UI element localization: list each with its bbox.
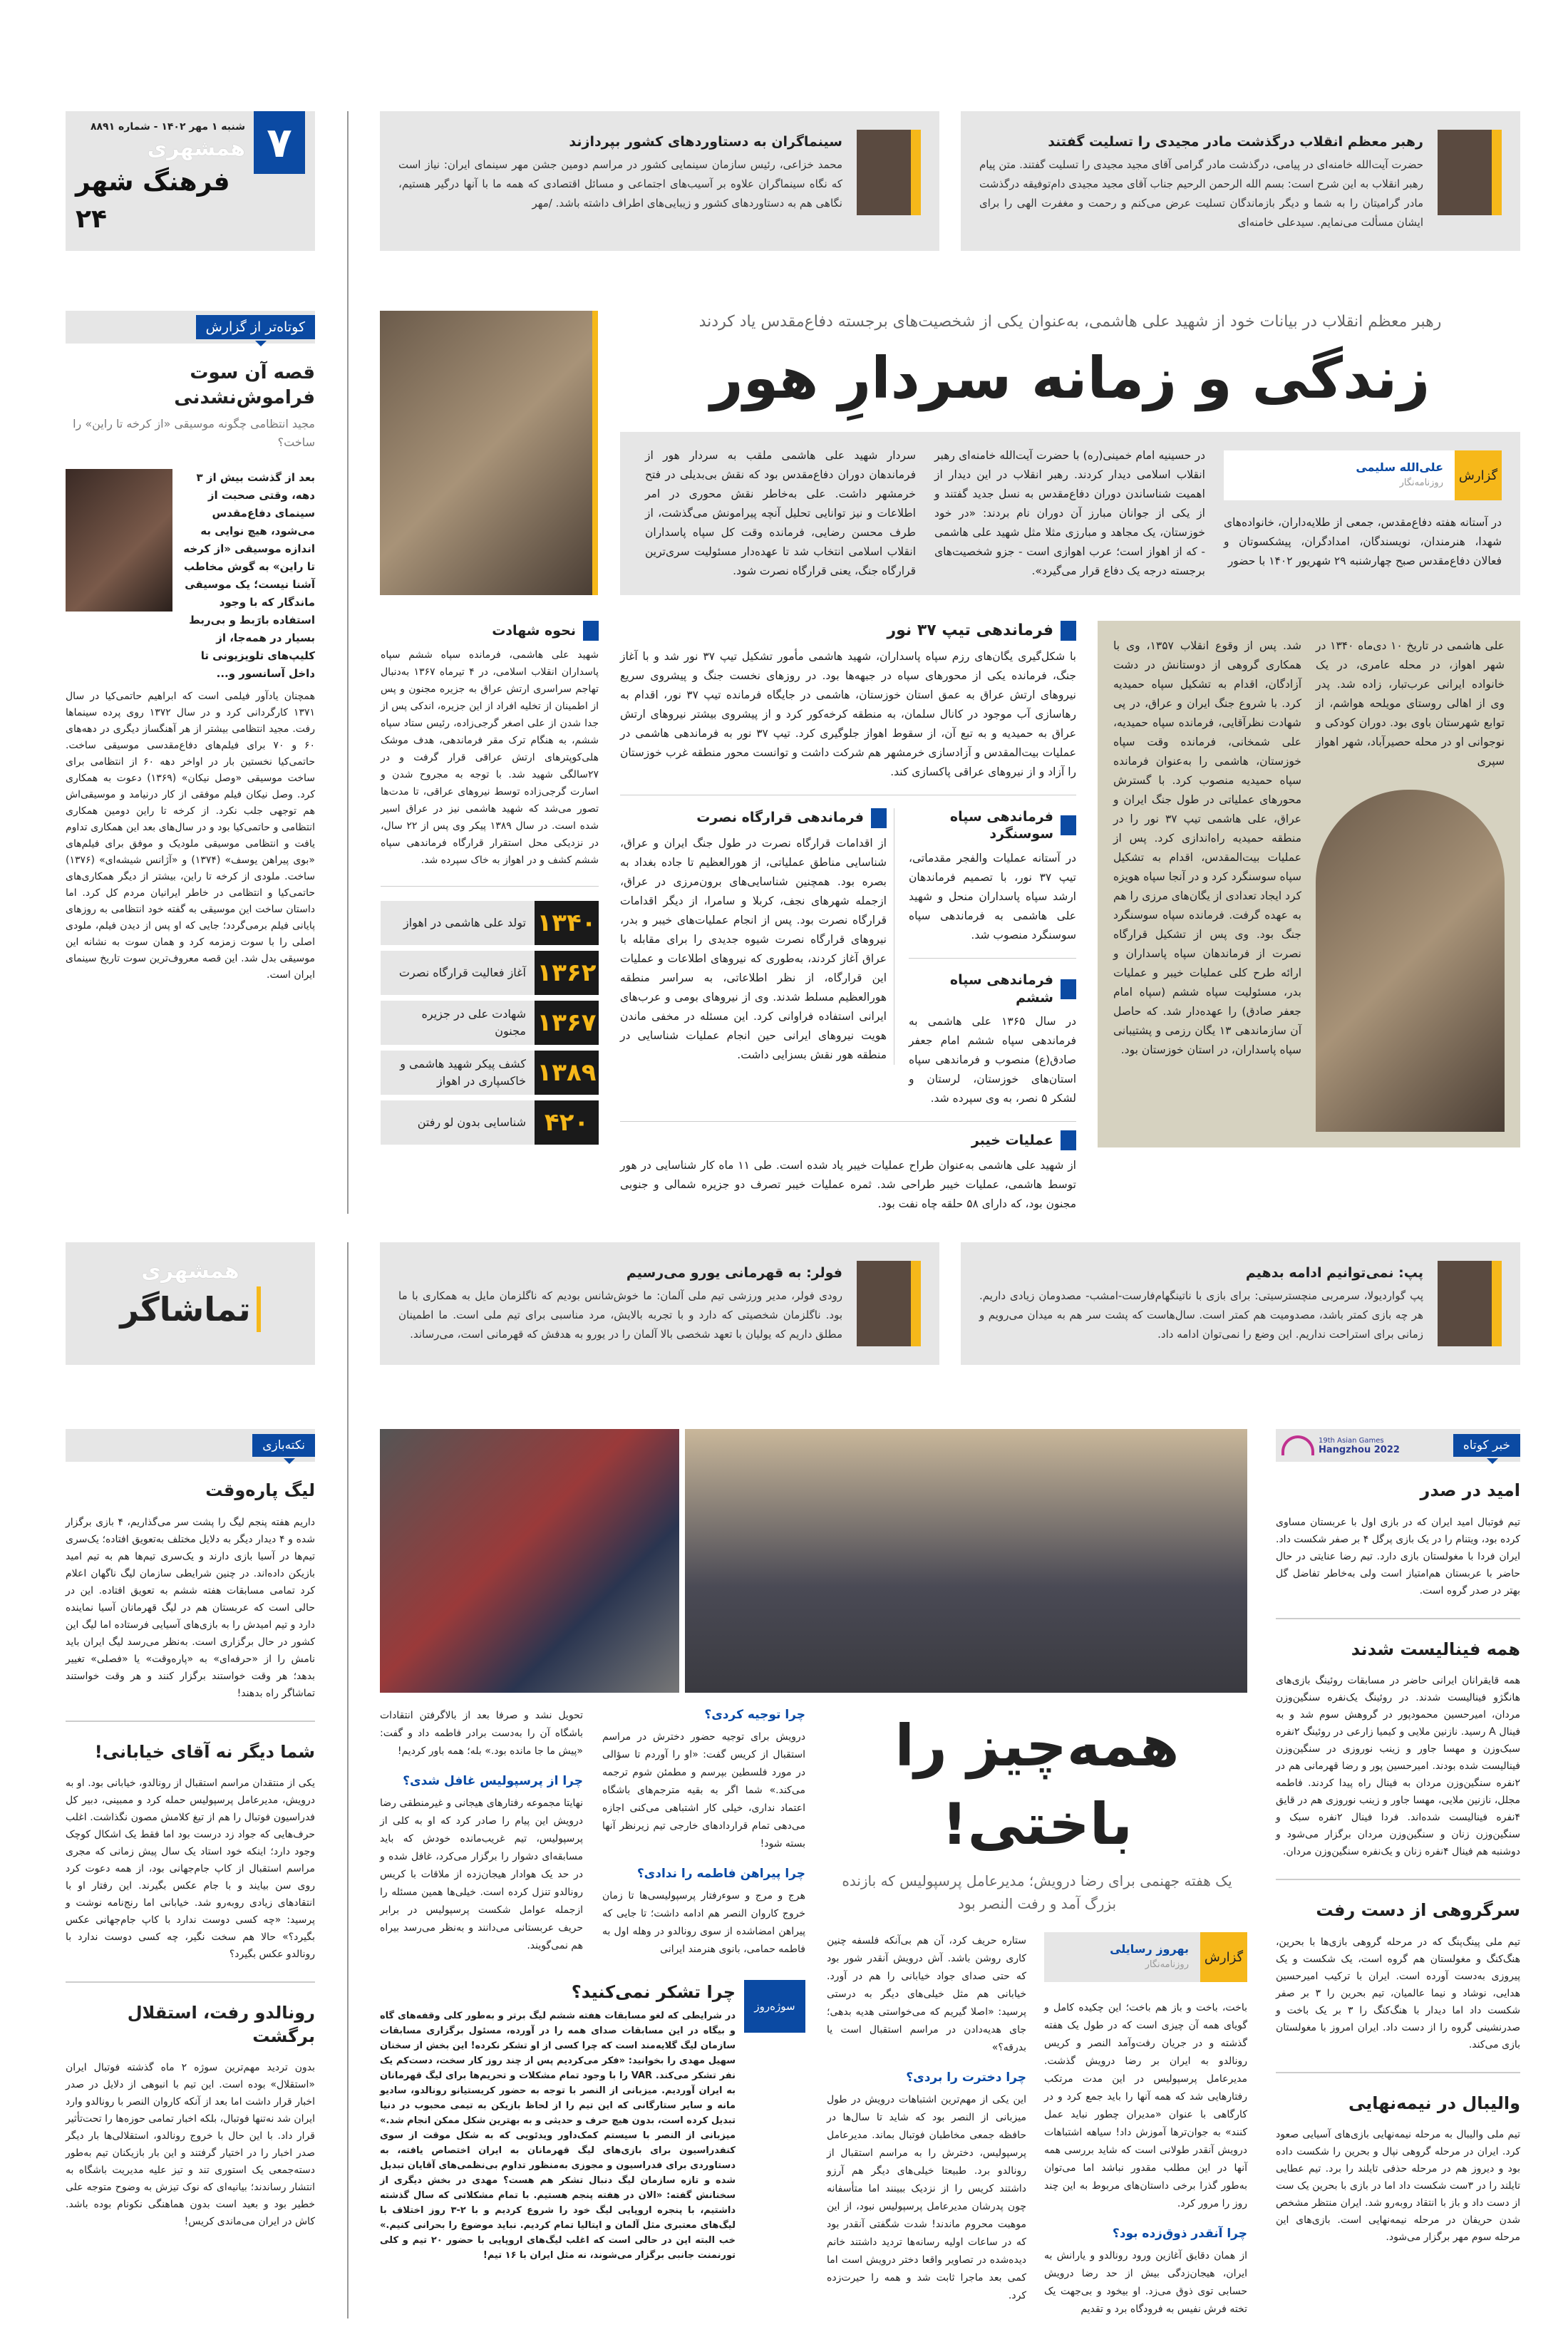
- logo-top: همشهری: [141, 1259, 239, 1284]
- side-lead: بعد از گذشت بیش از ۳ دهه، وقتی صحبت از سینمای دفاع‌مقدس می‌شود، هیچ نوایی به اندازه موسیقی «از کرخه تا راین» به گوش مخاطب آشنا نیست؛ یک موسیقی ماندگار که با وجود استفاده بارَبط و بی‌ربط بسیار در همه‌جا، از کلیپ‌های تلویزیونی تا داخل آسانسور و...: [183, 471, 315, 681]
- hangzhou-logo: [1281, 1435, 1400, 1455]
- author-role: روزنامه‌نگار: [1145, 1959, 1189, 1971]
- lead-photo: [380, 311, 598, 595]
- section-title: فرماندهی تیپ ۳۷ نور: [620, 621, 1076, 641]
- timeline: [381, 886, 599, 1145]
- sport-col-4: [380, 1707, 583, 1955]
- section-nosrat: [620, 808, 894, 1065]
- column-divider: [315, 1242, 380, 1365]
- article-text: هرج و مرج و سوءرفتار پرسپولیسی‌ها تا زمان خروج کاروان النصر هم ادامه داشت؛ تا جایی که پیراهن امضاشده از سوی رونالدو در وهله اول به فاطمه حمامی، بانوی هنرمند ایرانی: [602, 1889, 805, 1955]
- lead-headline: زندگی و زمانه سردارِ هور: [710, 345, 1430, 411]
- portrait-photo: [1316, 790, 1505, 1132]
- author-name: بهروز رسایلی: [1110, 1942, 1189, 1956]
- article-question: چرا توجیه کردی؟: [704, 1708, 805, 1723]
- timeline-row: [381, 951, 599, 995]
- section-title: فرماندهی قرارگاه نصرت: [620, 808, 887, 828]
- timeline-label: شهادت علی در جزیره مجنون: [381, 1001, 535, 1045]
- sport-subtitle: یک هفته جهنمی برای رضا درویش؛ مدیرعامل پرسپولیس که بازنده بزرگ آمد و رفت النصر بود: [842, 1872, 1232, 1913]
- section-body: از اقدامات قرارگاه نصرت در طول جنگ ایران و عراق، شناسایی مناطق عملیاتی، از هورالعظیم تا جاده بغداد به بصره بود. همچنین شناسایی‌های برون‌مرزی در عراق، ازجمله شهرهای نجف، کربلا و سامرا، از دیگر اقدامات قرارگاه نصرت بود. پس از انجام عملیات‌های خیبر و بدر، نیروهای قرارگاه نصرت شیوه جدیدی را برای مقابله با عراق آغاز کردند، به‌طوری که نیروهای اطلاعات و عملیات این قرارگاه، از نظر اطلاعاتی، به سراسر منطقه هورالعظیم مسلط شدند. وی از نیروهای بومی و عرب‌های ایرانی استفاده فراوانی کرد. این مسئله در مخفی ماندن هویت نیروهای ایرانی حین انجام عملیات شناسایی در منطقه هور نقش بسزایی داشت.: [620, 836, 887, 1061]
- timeline-label: آغاز فعالیت قرارگاه نصرت: [381, 951, 535, 995]
- timeline-year: ۱۳۶۲: [535, 951, 599, 995]
- author-role: روزنامه‌نگار: [1399, 478, 1443, 488]
- article-text: درویش برای توجیه حضور دخترش در مراسم استقبال از کریس گفت: «او را آوردم تا سؤالی در مورد فلسطین بپرسم و مطمئن شوم ترجمه می‌کند.» شما اگر به بقیه مترجم‌های باشگاه اعتماد نداری، خیلی کار اشتباهی می‌کنی اجازه می‌دهی تمام قراردادهای خارجی تیم زیرنظر آنها بسته شود!: [602, 1731, 805, 1850]
- column-title: رونالدو رفت، استقلال برگشت: [127, 2003, 315, 2046]
- brief-title: رهبر معظم انقلاب درگذشت مادر مجیدی را تسلیت گفتند: [1048, 134, 1423, 150]
- article-text: نهایتا مجموعه رفتارهای هیجانی و غیرمنطقی رضا درویش این پیام را صادر کرد که او به کلی از پرسپولیس، تیم غریب‌مانده خودش که باید مسابقه‌ای دشوار را برگزار می‌کرد، غافل شده و در حد یک هوادار هیجان‌زده از ملاقات با کریس رونالدو تنزل کرده است. خیلی‌ها همین مسئله را ازجمله عوامل شکست پرسپولیس در برابر حریف عربستانی می‌دانند و به‌نظر می‌رسد بیراه هم نمی‌گویند.: [380, 1797, 583, 1952]
- lead-kicker: رهبر معظم انقلاب در بیانات خود از شهید علی هاشمی، به‌عنوان یکی از شخصیت‌های برجسته دفاع‌مقدس یاد کردند: [698, 313, 1442, 331]
- timeline-row: [381, 1051, 599, 1095]
- article-question: چرا آنقدر ذوق‌زده بود؟: [1112, 2227, 1247, 2242]
- article-question: چرا از پرسپولیس غافل شدی؟: [403, 1774, 583, 1789]
- intro-text: در آستانه هفته دفاع‌مقدس، جمعی از طلایه‌داران، خانواده‌های شهدا، هنرمندان، نویسندگان، امدادگران، پیشکسوتان و فعالان دفاع‌مقدس صبح چهارشنبه ۲۹ شهریور ۱۴۰۲ با حضور: [1224, 516, 1502, 567]
- section-tag: خبر کوتاه: [1453, 1434, 1520, 1457]
- article-text: باخت، باخت و باز هم باخت؛ این چکیده کامل و گویای همه آن چیزی است که در طول یک هفته گذشته و در جریان رفت‌وآمد النصر و کریس رونالدو به ایران بر رضا درویش گذشت. مدیرعامل پرسپولیس در این مدت مرتکب رفتارهایی شد که همه آنها را باید جمع کرد و در کارگاهی با عنوان «مدیران چطور نباید عمل کنند» به جوان‌ترها آموزش داد! سیاهه اشتباهات درویش آنقدر طولانی است که شاید بررسی همه آنها در این مطلب مقدور نباشد اما می‌توان به‌طور گذرا برخی داستان‌های مربوط به این چند روز را مرور کرد.: [1044, 2002, 1247, 2210]
- column-divider: [315, 251, 380, 1214]
- column-title: شما دیگر نه آقای خیابانی!: [94, 1741, 315, 1762]
- timeline-label: شناسایی بدون لو رفتن: [381, 1100, 535, 1145]
- bio-panel: [1098, 621, 1520, 1147]
- sport-photo-group: [685, 1429, 1247, 1693]
- section-martyrdom: [381, 621, 599, 869]
- logo-line1: 19th Asian Games: [1319, 1436, 1384, 1445]
- column-body: داریم هفته پنجم لیگ را پشت سر می‌گذاریم، ۴ بازی برگزار شده و ۴ دیدار دیگر به دلایل مختلف به‌تعویق افتاده؛ یک‌سری تیم‌ها در آسیا بازی دارند و یک‌سری تیم‌ها هم به تیم امید بازیکن داده‌اند. در چنین شرایطی سازمان لیگ ناگهان اعلام کرد تمامی مسابقات هفته ششم به تعویق افتاده. این در حالی است که عربستان هم در لیگ قهرمانان آسیا نماینده دارد و تیم امیدش را به بازی‌های آسیایی فرستاده اما لیگ این کشور در حال برگزاری است. به‌نظر می‌رسد لیگ ایران باید نامش را از «حرفه‌ای» به «پاره‌وقت» یا «فصلی» تغییر بدهد؛ هر وقت خواستند برگزار کنند و هر وقت خواستند تماشاگر راه بدهند!: [66, 1516, 315, 1699]
- timeline-year: ۴۲۰: [535, 1100, 599, 1145]
- page-number: ۷: [254, 111, 305, 174]
- top-strip: [66, 111, 1520, 251]
- article-question: چرا دخترت را بردی؟: [906, 2070, 1026, 2085]
- sport-col-1: [1044, 1932, 1247, 2318]
- report-label: گزارش: [1200, 1932, 1247, 1982]
- section-title: فرماندهی سپاه ششم: [909, 971, 1076, 1006]
- timeline-year: ۱۳۸۹: [535, 1051, 599, 1095]
- section-logo: فرهنگ شهر ۲۴: [76, 167, 230, 234]
- logo-name: تماشاگر: [120, 1286, 260, 1332]
- story-of-day: [380, 1980, 805, 2263]
- author-name: علی‌الله سلیمی: [1356, 460, 1443, 474]
- news-body: تیم ملی پینگ‌پنگ که در مرحله گروهی بازی‌ها با بحرین، هنگ‌کنگ و مغولستان هم گروه است، یک شکست و یک پیروزی به‌دست آورده است. ایران با ترکیب امیرحسین هدایی، نوشاد و نیما عالمیان، تیم بحرین را ۳ بر صفر شکست داد اما دیدار با هنگ‌کنگ را ۳ بر یک باخت و صدرنشینی گروه را از دست داد. ایران امروز با مغولستان بازی می‌کند.: [1276, 1936, 1520, 2051]
- section-body: با شکل‌گیری یگان‌های رزم سپاه پاسداران، شهید هاشمی مأمور تشکیل تیپ ۳۷ نور شد و با آغاز جنگ، فرمانده یکی از محورهای سپاه در جبهه‌ها بود. در روزهای نخست جنگ و پیشروی سریع نیروهای ارتش عراق به عمق استان خوزستان، هاشمی در جایگاه فرمانده تیپ ۳۷ نور، اقدام به رهاسازی آب موجود در کانال سلمان، به منطقه کرخه‌کور کرد و از پیشروی بیشتر نیروهای ارتش عراق به حمیدیه و به تبع آن، از سقوط اهواز جلوگیری کرد. تیپ ۳۷ نور به فرماندهی هاشمی در عملیات بیت‌المقدس و آزادسازی خرمشهر هم شرکت داشت و توانست محور منطقه غرب خوزستان را آزاد و از نیروهای عراقی پاکسازی کند.: [620, 649, 1076, 778]
- composer-photo: [66, 469, 172, 612]
- logo-line2: Hangzhou 2022: [1319, 1444, 1400, 1455]
- section-tag: سوژه‌روز: [744, 1980, 805, 2033]
- sport-col-2: [827, 1932, 1026, 2305]
- issue-date: شنبه ۱ مهر ۱۴۰۲ - شماره ۸۸۹۱: [90, 121, 245, 133]
- upper-section: [66, 251, 1520, 1214]
- brief-cinema: [380, 111, 939, 251]
- timeline-row: [381, 1001, 599, 1045]
- asian-games-emblem-icon: [1281, 1435, 1314, 1455]
- brief-body: پپ گواردیولا، سرمربی منچسترسیتی: برای بازی با ناتینگهام‌فارست-امشب- مصدومان زیادی داریم. هر چه بازی کمتر باشد، مصدومیت هم کمتر است. سال‌هاست که پشت سر هم به میدان می‌رویم و زمانی برای استراحت نداریم. این وضع را نمی‌توان ادامه داد.: [979, 1289, 1423, 1341]
- sport-col-3: [602, 1707, 805, 1959]
- timeline-year: ۱۳۶۷: [535, 1001, 599, 1045]
- article-text: این یکی از مهم‌ترین اشتباهات درویش در طول میزبانی از النصر بود که شاید تا سال‌ها در حافظه جمعی مخاطبان فوتبال بماند. مدیرعامل پرسپولیس، دخترش را به مراسم استقبال از رونالدو برد. طبیعتا خیلی‌های دیگر هم آرزو داشتند کریس را از نزدیک ببینند اما متأسفانه چون پدرشان مدیرعامل پرسپولیس نبود، از این موهبت محروم ماندند! شدت شگفتی آنقدر بود که در ساعات اولیه رسانه‌ها تردید داشتند خانم دیده‌شده در تصاویر واقعا دختر درویش است اما کمی بعد ماجرا ثابت شد و همه را حیرت‌زده کرد.: [827, 2094, 1026, 2302]
- byline: [1224, 450, 1502, 500]
- news-title: سرگروهی از دست رفت: [1316, 1900, 1520, 1921]
- news-body: تیم فوتبال امید ایران که در بازی اول با عربستان مساوی کرده بود، ویتنام را در یک بازی پرگل ۴ بر صفر شکست داد. ایران فردا با مغولستان بازی دارد. تیم رضا عنایتی در حال حاضر با عربستان هم‌امتیاز است ولی به‌خاطر تفاضل گل بهتر در صدر گروه است.: [1276, 1516, 1520, 1597]
- story-body: در شرایطی که لغو مسابقات هفته ششم لیگ برتر و به‌طور کلی وقفه‌های گاه و بیگاه در این مسابقات صدای همه را در آورده، مسئول برگزاری مسابقات سازمان لیگ گلایه‌مند است که چرا کسی از او تشکر نکرده! این بخش از سخنان سهیل مهدی را بخوانید: «فکر می‌کردیم پس از چند روز کار سخت، دست‌کم یک نفر تشکر می‌کند. VAR را با وجود تمام مشکلات و تحریم‌ها برای لیگ قهرمانان به ایران آوردیم. میزبانی از النصر با توجه به حضور کریستیانو رونالدو، سادیو مانه و سایر ستارگانی که این تیم را از لحاظ بازیکن به تیمی محبوب در دنیا تبدیل کرده است، بدون هیچ حرف و حدیثی و به بهترین شکل ممکن انجام شد.» میزبانی از النصر با سیستم کمک‌داور ویدئویی که به شکل موقت از سوی کنفدراسیون برای بازی‌های لیگ قهرمانان به ایران اختصاص یافته، به دستاوردی برای فدراسیون و مجوزی به‌منظور تداوم بی‌نظمی‌های آقایان تبدیل شده و تازه سازمان لیگ دنبال تشکر هم هست؟ مهدی در بخش دیگری از سخنانش گفته: «الان در هفته پنجم هستیم. با تمام مشکلاتی که سال گذشته داشتیم، با پنجره اروپایی لیگ خود را شروع کردیم و با ۲-۳ روز اختلاف با لیگ‌های معتبری مثل آلمان و ایتالیا تمام کردیم. نباید موضوع را بحرانی کنیم.» خب البته این در حالی است که اغلب لیگ‌های اروپایی با حضور ۲۰ تیم و کلی تورنمنت جانبی برگزار می‌شوند، نه مثل ایران با ۱۶ تیم!: [380, 2010, 736, 2261]
- brief-pep: [961, 1242, 1520, 1365]
- section-top: همشهری: [147, 136, 245, 161]
- section-sepah6: [909, 971, 1076, 1108]
- bio-text: علی هاشمی در تاریخ ۱۰ دی‌ماه ۱۳۴۰ در شهر اهواز، در محله عامری، در یک خانواده ایرانی عرب‌تبار، زاده شد. پدر وی از اهالی روستای مویلحه هواشم، از توابع شهرستان باوی بود. دوران کودکی و نوجوانی او در محله حصیرآباد، شهر اهواز سپری: [1316, 639, 1505, 768]
- brief-body: محمد خزاعی، رئیس سازمان سینمایی کشور در مراسم دومین جشن مهر سینمای ایران: نیاز است که نگاه سینماگران علاوه بر آسیب‌های اجتماعی و مسائل اقتصادی که همه ما با آنها درگیر هستیم، نگاهی هم به دستاوردهای کشور و زیبایی‌های اطراف داشته باشد. /مهر: [398, 158, 842, 210]
- timeline-row: [381, 1100, 599, 1145]
- section-kheibar: [620, 1121, 1076, 1214]
- section-tip37: [620, 621, 1076, 782]
- section-title: نحوه شهادت: [381, 621, 599, 641]
- brief-photo: [1438, 1261, 1502, 1346]
- brief-body: حضرت آیت‌الله خامنه‌ای در پیامی، درگذشت مادر گرامی آقای مجید مجیدی را تسلیت گفتند. متن پیام رهبر انقلاب به این شرح است: بسم الله الرحمن الرحیم جناب آقای مجید مجیدی دام‌توفیقه درگذشت مادر گرامیتان را به شما و دیگر بازماندگان تسلیت عرض می‌کنم و رحمت و مغفرت الهی را برای ایشان مسألت می‌نمایم. سیدعلی خامنه‌ای: [979, 158, 1423, 229]
- story-title: چرا تشکر نمی‌کنید؟: [571, 1981, 736, 2002]
- column-divider: [315, 1365, 380, 2318]
- article-text: تحویل نشد و صرفا بعد از بالاگرفتن انتقادات باشگاه آن را به‌دست برادر فاطمه داد و گفت: «پیش ما جا مانده بود.» بله؛ همه باور کردیم!: [380, 1710, 583, 1758]
- byline: [1044, 1932, 1247, 1982]
- brief-voller: [380, 1242, 939, 1365]
- masthead: [66, 111, 315, 251]
- article-text: از همان دقایق آغازین ورود رونالدو و یارانش به ایران، هیجان‌زدگی بیش از حد رضا درویش حسابی توی ذوق می‌زد. او بیخود و بی‌جهت یک تخته فرش نفیس به فرودگاه برد و تقدیم: [1044, 2250, 1247, 2316]
- intro-text: سردار شهید علی هاشمی ملقب به سردار هور از فرماندهان دوران دفاع‌مقدس بود که نقش بی‌بدیلی در فتح خرمشهر داشت. علی به‌خاطر نقش محوری در امر اطلاعات و نیز توانایی تحلیل آنچه پیرامونش می‌گذشت، از طرف محسن رضایی، فرمانده وقت کل سپاه پاسداران انقلاب اسلامی انتخاب شد تا عهده‌دار مسئولیت سری‌ترین قرارگاه جنگ، یعنی قرارگاه نصرت شود.: [645, 449, 916, 577]
- sport-photo-carpet: [380, 1429, 679, 1693]
- news-body: تیم ملی والیبال به مرحله نیمه‌نهایی بازی‌های آسیایی صعود کرد. ایران در مرحله گروهی نپال و بحرین را شکست داده بود و دیروز هم در مرحله حذفی تایلند را برد. تیم عطایی تایلند را در ۳ست شکست داد اما در بازی با بحرین یک ست از دست داد و باز با انتقاد روبه‌رو شد. ایران منتظر مشخص شدن حریفان در مرحله نیمه‌نهایی است. بازی‌های این مرحله سوم مهر برگزار می‌شود.: [1276, 2128, 1520, 2243]
- section-susangerd: [909, 808, 1076, 945]
- article-text: ستاره حریف کرد، آن هم بی‌آنکه فلسفه چنین کاری روشن باشد. آش درویش آنقدر شور بود که حتی صدای جواد خیابانی را هم در آورد. خیابانی هم مثل خیلی‌های دیگر به درستی پرسید: «اصلا گیریم که می‌خواستی هدیه بدهی؛ جای هدیه‌دادن در مراسم استقبال است یا بدرقه؟»: [827, 1935, 1026, 2054]
- brief-title: فولر: به قهرمانی یورو می‌رسیم: [626, 1265, 842, 1281]
- timeline-row: [381, 901, 599, 945]
- lead-intro-box: [620, 432, 1520, 595]
- side-sport: [66, 1365, 315, 2318]
- sport-headline: همه‌چیز را باختی!: [894, 1713, 1180, 1858]
- lower-section: [66, 1365, 1520, 2318]
- section-body: شهید علی هاشمی، فرمانده سپاه ششم سپاه پاسداران انقلاب اسلامی، در ۴ تیرماه ۱۳۶۷ به‌دنبال تهاجم سراسری ارتش عراق به جزیره مجنون و پس از اطمینان از تخلیه افراد از این جزیره، اندکی پس از جدا شدن از علی اصغر گرجی‌زاده، رئیس ستاد سپاه ششم، به هنگام ترک مقر فرماندهی، هدف موشک هلی‌کوپترهای ارتش عراقی قرار گرفت و در ۲۷سالگی شهید شد. با توجه به مجروح شدن و اسارت گرجی‌زاده توسط نیروهای عراقی، تا مدت‌ها تصور می‌شد که شهید هاشمی نیز در عراق اسیر شده است. در سال ۱۳۸۹ پیکر وی پس از ۲۲ سال، در نزدیکی محل استقرار قرارگاه فرماندهی سپاه ششم کشف و در اهواز به خاک سپرده شد.: [381, 649, 599, 866]
- brief-body: رودی فولر، مدیر ورزشی تیم ملی آلمان: ما خوش‌شانس بودیم که ناگلزمان مایل به همکاری با ما بود. ناگلزمان شخصیتی که دارد و با تجربه بالایش، مرد مناسبی برای تیم ملی است. ما اطمینان مطلق داریم که یولیان با تعهد شخصی بالا آلمان را در یورو به هدفش که قهرمانی است، می‌رساند.: [398, 1289, 842, 1341]
- side-body: همچنان یادآور فیلمی است که ابراهیم حاتمی‌کیا در سال ۱۳۷۱ کارگردانی کرد و در سال ۱۳۷۲ روی پرده سینماها رفت. مجید انتظامی بیشتر از هر آهنگساز دیگری در دهه‌های ۶۰ و ۷۰ برای فیلم‌های دفاع‌مقدسی موسیقی ساخت. حاتمی‌کیا نخستین بار در اواخر دهه ۶۰ از انتظامی برای ساخت موسیقی «وصل نیکان» (۱۳۶۹) دعوت به همکاری کرد. وصل نیکان فیلم موفقی از کار درنیامد و موسیقی‌اش هم توجهی جلب نکرد. از کرخه تا راین دومین همکاری انتظامی و حاتمی‌کیا بود و در سال‌های بعد این همکاری تداوم یافت و انتظامی موسیقی ملودیک و موفق برای فیلم‌های «بوی پیراهن یوسف» (۱۳۷۴) و «آژانس شیشه‌ای» (۱۳۷۶) ساخت. ملودی از کرخه تا راین، بیشتر از دیگر همکاری‌های حاتمی‌کیا و انتظامی در خاطر ایرانیان مردم کل کرد. اما داستان ساخت این موسیقی به گفته خود انتظامی به روزهای پایانی فیلم برمی‌گردد؛ جایی که او پس از دیدن فیلم، ملودی اصلی را با سوت زمزمه کرد و همان سوت به نشانه این موسیقی بدل شد. این قصه معروف‌ترین سوت تاریخ سینمای ایران است.: [66, 691, 315, 981]
- brief-title: سینماگران به دستاوردهای کشور بپردازند: [569, 134, 842, 150]
- section-title: عملیات خیبر: [620, 1130, 1076, 1150]
- timeline-year: ۱۳۴۰: [535, 901, 599, 945]
- section-title: فرماندهی سپاه سوسنگرد: [909, 808, 1076, 843]
- news-title: والیبال در نیمه‌نهایی: [1348, 2093, 1520, 2113]
- brief-leader-condolence: [961, 111, 1520, 251]
- section-body: در سال ۱۳۶۵ علی هاشمی به فرماندهی سپاه ششم امام جعفر صادق(ع) منصوب و فرماندهی سپاه استان‌های خوزستان، لرستان و لشکر ۵ نصر، به وی سپرده شد.: [909, 1015, 1077, 1105]
- timeline-label: کشف پیکر شهید هاشمی و خاکسپاری در اهواز: [381, 1051, 535, 1095]
- section-tag: کوتاه‌تر از گزارش: [196, 315, 315, 339]
- timeline-label: تولد علی هاشمی در اهواز: [381, 901, 535, 945]
- sport-logo: [66, 1242, 315, 1365]
- side-title: قصه آن سوت فراموش‌نشدنی: [174, 362, 315, 409]
- intro-text: در حسینیه امام خمینی(ره) با حضرت آیت‌الله خامنه‌ای رهبر انقلاب اسلامی دیدار کردند. رهبر انقلاب در این دیدار از اهمیت شناساندن دوران دفاع‌مقدس به نسل جدید گفتند و از یکی از جوانان مبارز آن دوران نام بردند: «در خود خوزستان، یک مجاهد و مبارزی مثلا مثل شهید علی هاشمی - که از اهواز است؛ عرب اهوازی است - جزو شخصیت‌های برجسته درجه یک دفاع قرار می‌گیرد».: [934, 449, 1205, 577]
- brief-photo: [857, 1261, 921, 1346]
- bottom-strip: [66, 1242, 1520, 1365]
- brief-photo: [1438, 130, 1502, 215]
- report-label: گزارش: [1455, 450, 1502, 500]
- column-divider: [315, 111, 380, 251]
- section-body: از شهید علی هاشمی به‌عنوان طراح عملیات خیبر یاد شده است. طی ۱۱ ماه کار شناسایی در هور توسط هاشمی، عملیات خیبر طراحی شد. ثمره عملیات خیبر تصرف دو جزیره شمالی و جنوبی مجنون بود، که دارای ۵۸ حلقه چاه نفت بود.: [620, 1159, 1076, 1211]
- side-culture: [66, 251, 315, 1214]
- brief-photo: [857, 130, 921, 215]
- section-tag: نکته‌بازی: [252, 1434, 315, 1457]
- column-body: بدون تردید مهم‌ترین سوژه ۲ ماه گذشته فوتبال ایران «استقلال» بوده است. این تیم با انبوهی از دلایل در صدر اخبار قرار داشت اما بعد از آنکه کاروان النصر با رونالدو وارد ایران شد نه‌تنها فوتبال، بلکه اخبار تمامی حوزه‌ها را تحت‌تأثیر قرار داد. با این حال با خروج رونالدو، استقلالی‌ها بار دیگر صدر اخبار را در اختیار گرفتند و این بار بازیکنان تیم به‌طور دسته‌جمعی یک استوری تند و تیز علیه مدیریت باشگاه به انتشار رساندند؛ بیانیه‌ای که نوک تیزش به وضوح متوجه علی خطیر بود و بعید است بدون هماهنگی نکونام بوده باشد. کاش در ایران می‌ماندی کریس!: [65, 2061, 315, 2227]
- article-question: چرا پیراهن فاطمه را ندادی؟: [636, 1867, 805, 1882]
- side-subtitle: مجید انتظامی چگونه موسیقی «از کرخه تا راین» را ساخت؟: [73, 417, 315, 450]
- column-title: لیگ پاره‌وقت: [205, 1480, 315, 1501]
- column-body: یکی از منتقدان مراسم استقبال از رونالدو، خیابانی بود. او به درویش، مدیرعامل پرسپولیس حمله کرد و ممبینی، دبیر کل فدراسیون فوتبال را هم از تیغ کلامش مصون نگذاشت. اغلب حرف‌هایی که جواد زد درست بود اما فقط یک اشکال کوچک وجود دارد؛ اینکه خود استاد یک سال پیش زمانی که مجری مراسم استقبال از کاپ جام‌جهانی بود، از همه دعوت کرد روی سن بیایند و با جام عکس بگیرند. این رفتار او با انتقادهای زیادی روبه‌رو شد. خیابانی اما رنج‌نامه نوشت و پرسید: «چه کسی دوست ندارد با کاپ جام‌جهانی عکس بگیرد؟» حالا هم سخت نگیر، چه کسی دوست ندارد با رونالدو عکس بگیرد؟: [66, 1778, 315, 1961]
- news-title: امید در صدر: [1420, 1480, 1520, 1501]
- news-title: همه فینالیست شدند: [1351, 1639, 1520, 1659]
- news-body: همه قایقرانان ایرانی حاضر در مسابقات روئینگ بازی‌های هانگژو فینالیست شدند. در روئینگ یک‌نفره سنگین‌وزن مردان، امیرحسین محمودپور در گروهش سوم شد و به فینال A رسید. نازنین ملایی و کیمیا زارعی در روئینگ ۲نفره سبک‌وزن و مهسا جاور و زینب نوروزی در سنگین‌وزن فینالیست شده بودند. امیرحسین پور و رضا قهرمانی هم در ۲نفره سنگین‌وزن مردان به فینال راه پیدا کردند. فاطمه مجلل، نازنین ملایی، مهسا جاور و زینب نوروزی هم در قایق ۴نفره فینالیست شده‌اند. فردا فینال ۲نفره سبک و سنگین‌وزن زنان و سنگین‌وزن مردان برگزار می‌شود و دوشنبه هم فینال ۴نفره زنان و یک‌نفره سنگین‌وزن مردان.: [1276, 1675, 1521, 1858]
- bio-text: شد. پس از وقوع انقلاب ۱۳۵۷، وی با همکاری گروهی از دوستانش در دشت آزادگان، اقدام به تشکیل سپاه حمیدیه کرد. با شروع جنگ ایران و عراق، در پی شهادت نظرآقایی، فرمانده سپاه حمیدیه، علی شمخانی، فرمانده وقت سپاه خوزستان، هاشمی را به‌عنوان فرمانده سپاه حمیدیه منصوب کرد. با گسترش محورهای عملیاتی در طول جنگ ایران و عراق، علی هاشمی تیپ ۳۷ نور را در منطقه حمیدیه راه‌اندازی کرد. پس از عملیات بیت‌المقدس، اقدام به تشکیل سپاه سوسنگرد کرد و در آنجا سپاه هویزه کرد ایجاد تعدادی از یگان‌های مرزی را هم به عهده گرفت. فرمانده سپاه سوسنگرد جنگ بود. وی پس از تشکیل قرارگاه نصرت از فرماندهان سپاه پاسداران و ارائه طرح کلی عملیات خیبر و عملیات بدر، مسئولیت سپاه ششم (سپاه امام جعفر صادق) را عهده‌دار شد. که حاصل آن سازماندهی ۱۳ یگان رزمی و پشتیبانی سپاه پاسداران، در استان خوزستان بود.: [1113, 639, 1301, 1056]
- brief-title: پپ: نمی‌توانیم ادامه بدهیم: [1245, 1265, 1423, 1281]
- asian-games-column: [1276, 1429, 1520, 2246]
- section-body: در آستانه عملیات والفجر مقدماتی، تیپ ۳۷ نور، با تصمیم فرماندهان ارشد سپاه پاسداران منحل و شهید علی هاشمی به فرماندهی سپاه سوسنگرد منصوب شد.: [909, 851, 1077, 942]
